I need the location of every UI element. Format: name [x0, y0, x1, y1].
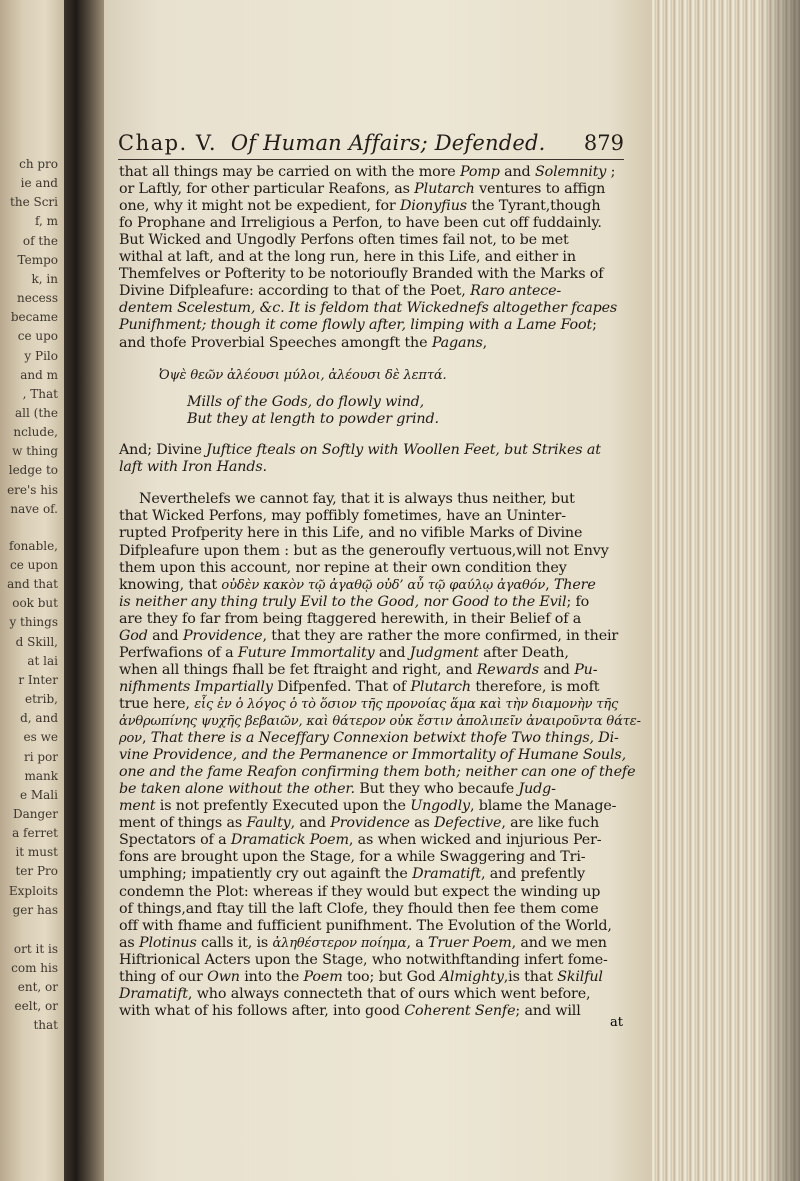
text-line	[119, 901, 599, 918]
roman-text: and	[499, 164, 535, 180]
previous-page-fragment: e Mali	[19, 787, 58, 802]
roman-text: calls it, is	[196, 934, 273, 951]
roman-text: ,	[482, 334, 488, 351]
roman-text: But Wicked and Ungodly Perfons often times fail not, to be met	[119, 232, 569, 249]
text-line	[119, 696, 618, 713]
italic-text: Faulty	[246, 815, 291, 832]
roman-text: ,	[141, 730, 151, 747]
roman-text: ; and will	[515, 1002, 581, 1019]
roman-text: as	[409, 815, 435, 832]
previous-page-fragment: ort it is	[13, 941, 58, 956]
italic-text: vine Providence, and the Permanence or Immortality of Humane Souls,	[119, 747, 626, 764]
roman-text: But they who becaufe	[354, 781, 519, 798]
previous-page-fragment: that	[33, 1018, 58, 1033]
italic-text: Solemnity	[534, 164, 607, 180]
text-line	[119, 986, 590, 1003]
roman-text: condemn the Plot: whereas if they would but expect the winding up	[119, 883, 601, 900]
roman-text: ;	[606, 164, 616, 180]
text-line	[119, 317, 597, 334]
text-line	[119, 164, 615, 181]
text-line	[119, 198, 600, 215]
roman-text: therefore, is moft	[470, 678, 600, 695]
roman-text: knowing, that	[119, 576, 222, 593]
roman-text: Themfelves or Pofterity to be notorioufly Branded with the Marks of	[119, 266, 604, 283]
roman-text: that all things may be carried on with the more	[119, 164, 460, 180]
text-line	[119, 815, 599, 832]
italic-text: Judgment	[409, 644, 479, 661]
roman-text: too; but God	[342, 968, 440, 985]
previous-page-fragment: became	[10, 310, 58, 325]
italic-text: Plutarch	[410, 678, 471, 695]
previous-page-fragment: fonable,	[9, 538, 58, 553]
text-line	[139, 491, 575, 508]
italic-text: God	[119, 627, 148, 644]
previous-page-fragment: ent, or	[17, 980, 58, 995]
page-stack-edges	[652, 0, 800, 1181]
previous-page-fragment: r Inter	[18, 672, 58, 687]
text-line	[159, 367, 446, 384]
previous-page-fragment: es we	[23, 730, 58, 745]
italic-text: Future Immortality	[237, 644, 375, 661]
italic-text: Pu-	[574, 661, 598, 678]
roman-text: thing of our	[119, 968, 208, 985]
previous-page-fragment: ook but	[12, 596, 58, 611]
roman-text: fo Prophane and Irreligious a Perfon, to have been cut off fuddainly.	[119, 215, 602, 232]
italic-text: Dramatick Poem	[230, 832, 349, 849]
text-line	[119, 594, 589, 611]
previous-page-fragment: ledge to	[8, 463, 58, 478]
previous-page-fragment: ri por	[23, 749, 58, 764]
roman-text: with what of his follows after, into good	[119, 1002, 405, 1019]
italic-text: Plotinus	[138, 934, 197, 951]
roman-text: after Death,	[478, 644, 569, 661]
roman-text: when all things fhall be fet ftraight and right, and	[119, 661, 477, 678]
greek-text: ἀνθρωπίνης ψυχῆς βεβαιῶν, καὶ θάτερον οὐκ ἔστιν ἀπολιπεῖν ἀναιροῦντα θάτε-	[119, 714, 641, 729]
roman-text: ;	[592, 317, 597, 334]
roman-text: or Laftly, for other particular Reafons, as	[119, 181, 415, 198]
roman-text: Neverthelefs we cannot fay, that it is always thus neither, but	[139, 491, 575, 508]
previous-page-fragment: necess	[17, 291, 58, 306]
text-line	[119, 935, 607, 952]
text-line	[119, 181, 605, 198]
text-line	[119, 560, 567, 577]
roman-text: the Tyrant,though	[466, 198, 601, 215]
text-line	[187, 411, 439, 428]
italic-text: Poem	[303, 968, 343, 985]
text-line	[119, 300, 617, 317]
previous-page-fragment: nclude,	[13, 425, 58, 440]
italic-text: Providence	[330, 815, 410, 832]
text-line	[119, 798, 616, 815]
text-line	[119, 866, 585, 883]
roman-text: Difpenfed. That of	[272, 678, 411, 695]
italic-text: Juftice fteals on Softly with Woollen Feet, but Strikes at	[206, 441, 601, 458]
previous-page-fragment: ere's his	[7, 482, 58, 497]
italic-text: Rewards	[476, 661, 539, 678]
italic-text: , &c. It is feldom that Wickednefs altogether fcapes	[250, 300, 618, 317]
previous-page-fragment: it must	[15, 845, 58, 860]
roman-text: fons are brought upon the Stage, for a while Swaggering and Tri-	[119, 849, 586, 866]
italic-text: laft with Iron Hands.	[119, 458, 267, 475]
roman-text: and	[538, 661, 575, 678]
previous-page-fragment: k, in	[31, 271, 58, 286]
text-line	[119, 335, 487, 352]
italic-text: Raro antece-	[470, 283, 562, 300]
greek-text: Ὀψὲ θεῶν ἀλέουσι μύλοι, ἀλέουσι δὲ λεπτά.	[159, 367, 447, 383]
roman-text: And; Divine	[119, 441, 207, 458]
text-line	[119, 283, 561, 300]
previous-page-fragment: etrib,	[25, 692, 58, 707]
italic-text: Providence	[182, 627, 263, 644]
roman-text: ,	[545, 576, 554, 593]
roman-text: Perfwafions of a	[119, 644, 238, 661]
previous-page-fragment: Exploits	[8, 883, 58, 898]
previous-page-fragment: ger has	[12, 902, 58, 917]
previous-page-fragment: and m	[20, 367, 58, 382]
roman-text: ment of things as	[119, 815, 247, 832]
text-line	[119, 832, 601, 849]
previous-page-fragment: , That	[22, 386, 58, 401]
previous-page-fragment: ce upon	[10, 558, 58, 572]
italic-text: Truer Poem	[428, 934, 512, 951]
roman-text: , and we men	[511, 934, 607, 951]
italic-text: There	[553, 576, 596, 593]
previous-page-fragment: Tempo	[17, 252, 58, 267]
text-line	[119, 215, 602, 232]
roman-text: of things,and ftay till the laft Clofe, they fhould then fee them come	[119, 900, 599, 917]
text-line	[119, 952, 608, 969]
italic-text: Own	[207, 968, 240, 985]
italic-text: Dionyfius	[399, 198, 467, 215]
roman-text: ,is that	[503, 968, 558, 985]
italic-text: That there is a Neceffary Connexion betwixt thofe Two things, Di-	[150, 730, 619, 747]
roman-text: ventures to affign	[474, 181, 606, 198]
italic-text: one and the fame Reafon confirming them both; neither can one of thefe	[119, 764, 636, 781]
italic-text: Dramatift	[412, 866, 481, 883]
italic-text: dentem Scelestum	[119, 300, 251, 317]
italic-text: Pagans	[431, 334, 483, 351]
roman-text: Difpleafure upon them : but as the generoufly vertuous,will not Envy	[119, 542, 609, 559]
roman-text: off with fhame and fufficient punifhment. The Evolution of the World,	[119, 917, 612, 934]
previous-page-fragment: of the	[22, 233, 58, 248]
previous-page-fragment: d Skill,	[15, 634, 58, 649]
roman-text: as	[119, 934, 139, 951]
italic-text: Defective	[434, 815, 502, 832]
text-line	[119, 459, 267, 476]
text-line	[119, 577, 596, 594]
roman-text: that Wicked Perfons, may poffibly fometimes, have an Uninter-	[119, 508, 566, 525]
previous-page-fragment: f, m	[34, 214, 58, 229]
italic-text: Mills of the Gods, do flowly wind,	[187, 394, 425, 411]
previous-page-fragment: at lai	[27, 653, 58, 668]
roman-text: rupted Profperity here in this Life, and no vifible Marks of Divine	[119, 525, 583, 542]
previous-page-fragment: y things	[9, 615, 58, 630]
roman-text: true here,	[119, 695, 195, 712]
italic-text: be taken alone without the other.	[119, 781, 355, 798]
text-line	[119, 442, 601, 459]
text-line	[119, 525, 582, 542]
italic-text: Punifhment; though it come flowly after, limping with a Lame Foot	[119, 317, 593, 334]
catchword: at	[610, 1015, 623, 1030]
previous-page-fragment: all (the	[15, 405, 58, 420]
roman-text: , are like fuch	[501, 815, 600, 832]
roman-text: , who always connecteth that of ours which went before,	[187, 985, 591, 1002]
previous-page-fragment: ce upo	[17, 329, 58, 344]
previous-page-fragment: and that	[7, 577, 58, 592]
italic-text: Almighty	[439, 968, 504, 985]
text-line	[119, 249, 576, 266]
roman-text: , and	[290, 815, 331, 832]
previous-page-fragment: Danger	[12, 806, 58, 821]
chapter-title: Of Human Affairs; Defended.	[230, 131, 546, 155]
previous-page-fragment: d, and	[20, 711, 58, 726]
roman-text: , as when wicked and injurious Per-	[348, 832, 602, 849]
text-line	[119, 713, 641, 730]
previous-page-fragment: nave of.	[10, 501, 58, 516]
text-line	[119, 628, 618, 645]
header-rule	[118, 159, 624, 160]
text-line	[119, 918, 612, 935]
text-line	[187, 394, 424, 411]
italic-text: nifhments Impartially	[119, 678, 273, 695]
roman-text: is not prefently Executed upon the	[155, 798, 411, 815]
page-number: 879	[583, 131, 624, 155]
text-line	[119, 232, 569, 249]
text-line	[119, 969, 603, 986]
roman-text: , a	[406, 934, 429, 951]
roman-text: one, why it might not be expedient, for	[119, 198, 400, 215]
text-line	[119, 849, 585, 866]
roman-text: are they fo far from being ftaggered herewith, in their Belief of a	[119, 610, 582, 627]
text-line	[119, 645, 569, 662]
roman-text: into the	[239, 968, 304, 985]
previous-page-fragment: eelt, or	[14, 999, 58, 1014]
roman-text: , that they are rather the more confirmed, in their	[262, 627, 619, 644]
italic-text: But they at length to powder grind.	[187, 411, 439, 428]
text-line	[119, 764, 635, 781]
previous-page-fragment: a ferret	[12, 826, 58, 841]
text-line	[119, 543, 609, 560]
chapter-label: Chap. V.	[118, 131, 218, 155]
book-gutter	[64, 0, 104, 1181]
previous-page-fragment: the Scri	[10, 195, 58, 210]
roman-text: withal at laft, and at the long run, here in this Life, and either in	[119, 249, 576, 266]
roman-text: Divine Difpleafure: according to that of the Poet,	[119, 283, 471, 300]
previous-page-fragment: y Pilo	[24, 348, 58, 363]
italic-text: Dramatift	[119, 985, 188, 1002]
roman-text: Hiftrionical Acters upon the Stage, who notwithftanding infert fome-	[119, 951, 608, 968]
greek-text: οὐδὲν κακὸν τῷ ἀγαθῷ οὐδ’ αὖ τῷ φαύλῳ ἀγαθόν	[221, 577, 546, 593]
text-line	[119, 266, 603, 283]
roman-text: , blame the Manage-	[469, 798, 617, 815]
previous-page-edge	[0, 0, 64, 1181]
running-head	[118, 131, 630, 159]
roman-text: and	[374, 644, 410, 661]
text-line	[119, 611, 581, 628]
italic-text: Judg-	[518, 781, 556, 798]
running-head-title	[118, 131, 546, 155]
roman-text: , and prefently	[481, 866, 586, 883]
italic-text: Ungodly	[410, 798, 470, 815]
italic-text: ment	[119, 798, 156, 815]
previous-page-fragment: com his	[11, 961, 58, 975]
greek-text: εἷς ἐν ὁ λόγος ὁ τὸ ὅσιον τῆς προνοίας ἅμα καὶ τὴν διαμονὴν τῆς	[194, 696, 619, 712]
roman-text: ; fo	[566, 593, 590, 610]
previous-page-fragment: w thing	[12, 444, 58, 459]
italic-text: is neither any thing truly Evil to the Good, nor Good to the Evil	[119, 593, 567, 610]
italic-text: Plutarch	[414, 181, 475, 198]
text-line	[119, 1003, 581, 1020]
previous-page-fragment: ter Pro	[15, 864, 58, 879]
greek-text: ἀληθέστερον ποίημα	[272, 935, 407, 951]
italic-text: Pomp	[459, 164, 500, 180]
roman-text: them upon this account, nor repine at their own condition they	[119, 559, 567, 576]
text-line	[119, 884, 600, 901]
roman-text: Spectators of a	[119, 832, 231, 849]
text-line	[119, 679, 599, 696]
previous-page-fragment: mank	[24, 768, 58, 783]
previous-page-fragment: ch pro	[19, 157, 58, 171]
roman-text: and	[147, 627, 183, 644]
roman-text: umphing; impatiently cry out againft the	[119, 866, 413, 883]
text-line	[119, 662, 597, 679]
text-line	[119, 781, 556, 798]
italic-text: Coherent Senfe	[404, 1002, 516, 1019]
greek-text: ρον	[119, 731, 142, 747]
text-line	[119, 747, 626, 764]
previous-page-fragment: ie and	[20, 176, 58, 191]
italic-text: Skilful	[557, 968, 603, 985]
text-line	[119, 730, 619, 747]
roman-text: and thofe Proverbial Speeches amongft the	[119, 334, 432, 351]
text-line	[119, 508, 566, 525]
